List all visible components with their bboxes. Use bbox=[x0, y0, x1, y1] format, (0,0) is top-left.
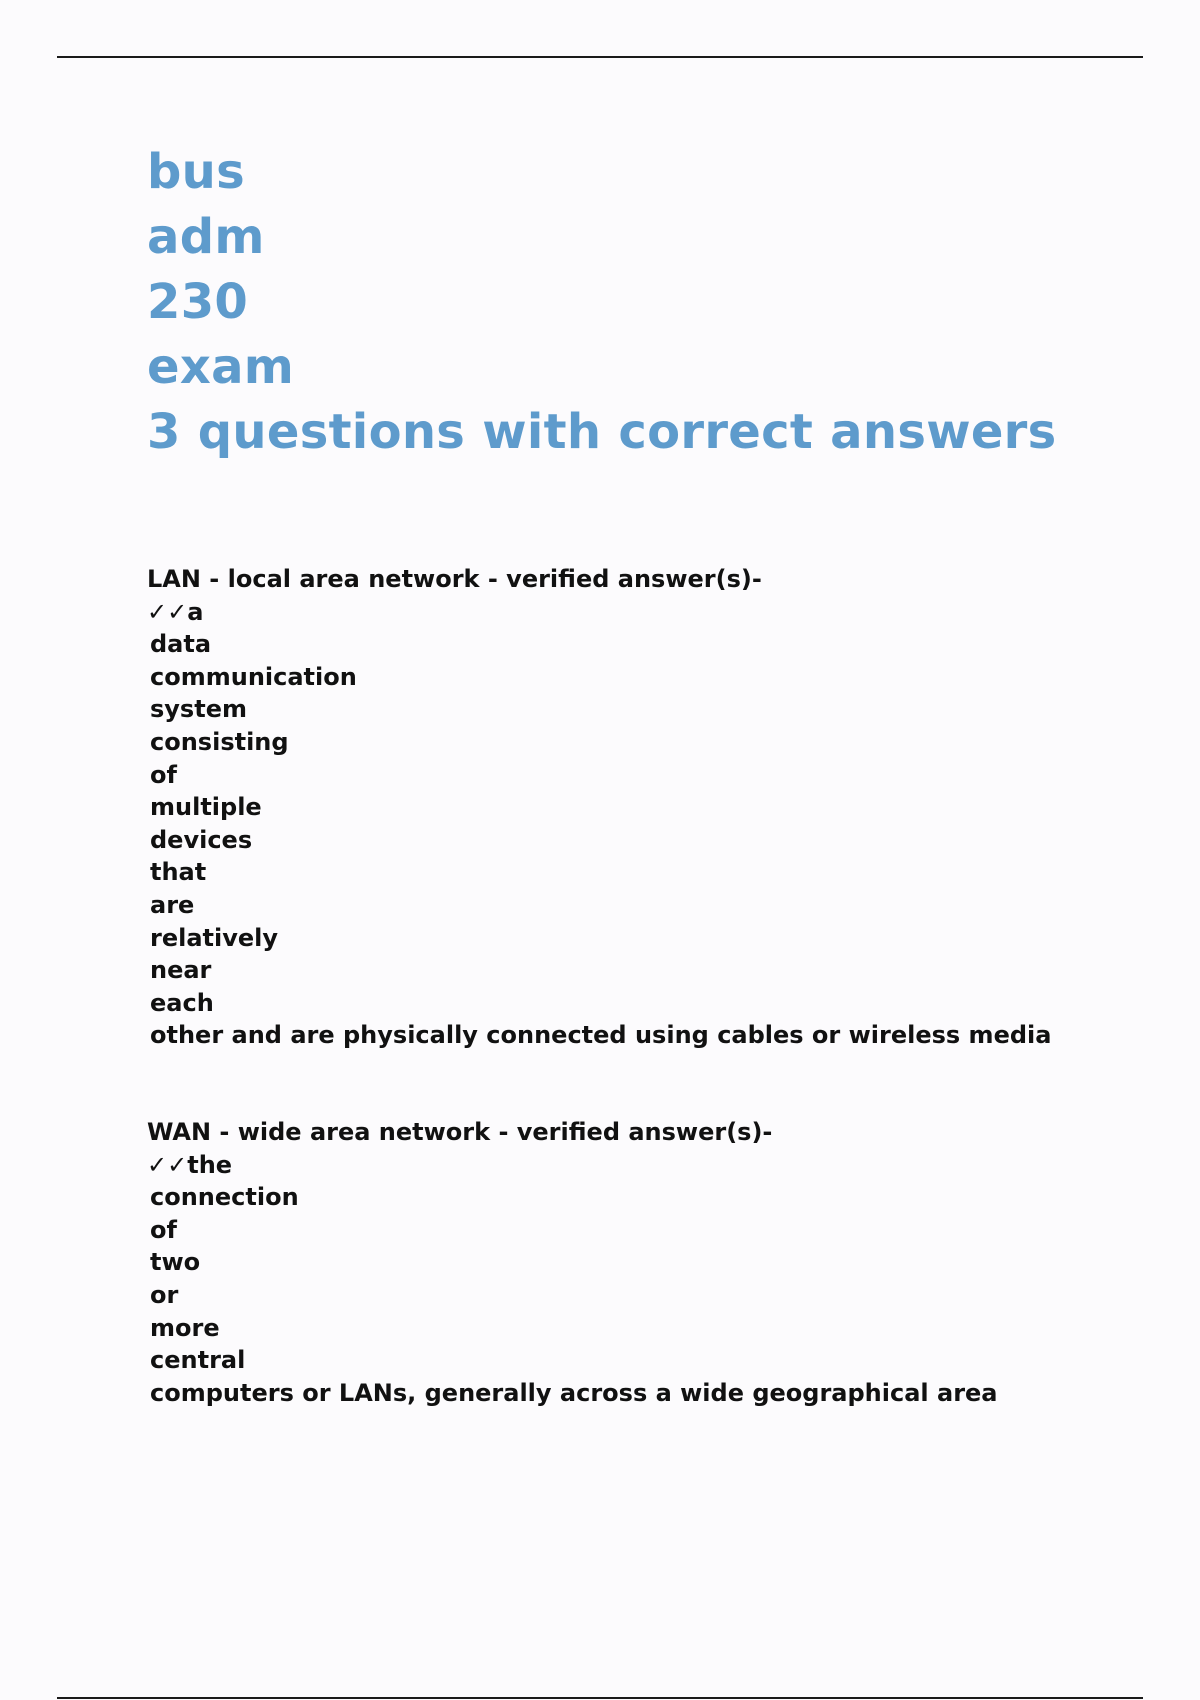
answer-line: ✓✓the bbox=[147, 1150, 233, 1179]
answer-line: each bbox=[150, 988, 214, 1017]
answer-line: more bbox=[150, 1313, 220, 1342]
question-term: WAN - wide area network - verified answer(s)- bbox=[147, 1118, 773, 1146]
answer-line: two bbox=[150, 1248, 201, 1277]
footer-rule bbox=[57, 1697, 1143, 1699]
answer-line: computers or LANs, generally across a wide geographical area bbox=[150, 1378, 998, 1407]
answer-line: communication bbox=[150, 662, 357, 691]
answer-line: ✓✓a bbox=[147, 597, 204, 626]
title-line: 230 bbox=[147, 274, 249, 330]
answer-line: or bbox=[150, 1280, 179, 1309]
question-term: LAN - local area network - verified answer(s)- bbox=[147, 565, 762, 593]
answer-line: of bbox=[150, 1215, 177, 1244]
answer-line: connection bbox=[150, 1183, 299, 1212]
title-line: 3 questions with correct answers bbox=[147, 404, 1057, 460]
answer-line: central bbox=[150, 1346, 246, 1375]
answer-line: relatively bbox=[150, 923, 279, 952]
answer-line: devices bbox=[150, 825, 253, 854]
document-title bbox=[147, 140, 1057, 465]
question-wan bbox=[147, 1116, 998, 1409]
title-line: exam bbox=[147, 339, 295, 395]
answer-line: are bbox=[150, 890, 195, 919]
answer-line: of bbox=[150, 760, 177, 789]
answer-line: data bbox=[150, 630, 212, 659]
title-line: adm bbox=[147, 209, 265, 265]
answer-line: consisting bbox=[150, 727, 289, 756]
answer-line: multiple bbox=[150, 793, 262, 822]
question-lan bbox=[147, 563, 1051, 1052]
answer-line: near bbox=[150, 956, 212, 985]
answer-line: that bbox=[150, 858, 207, 887]
answer-line: other and are physically connected using cables or wireless media bbox=[150, 1021, 1052, 1050]
answer-line: system bbox=[150, 695, 247, 724]
header-rule bbox=[57, 56, 1143, 58]
title-line: bus bbox=[147, 144, 246, 200]
